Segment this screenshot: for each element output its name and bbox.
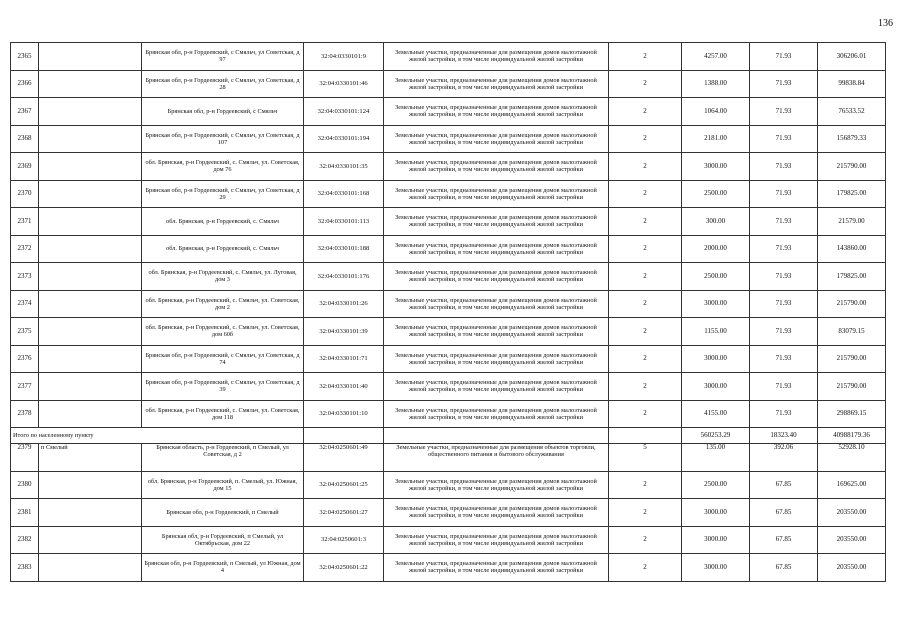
cadastral-number-cell: 32:04:0330101:10 xyxy=(304,400,384,428)
table-row xyxy=(11,235,886,263)
group-code-cell: 2 xyxy=(609,43,682,71)
cadastral-value-cell: 203550.00 xyxy=(818,499,886,527)
group-code-cell: 2 xyxy=(609,471,682,499)
area-cell: 3000.00 xyxy=(682,554,750,582)
area-cell: 1388.00 xyxy=(682,70,750,98)
cadastral-value-cell: 203550.00 xyxy=(818,526,886,554)
cadastral-number-cell: 32:04:0250601:25 xyxy=(304,471,384,499)
table-row xyxy=(11,400,886,428)
land-use-cell: Земельные участки, предназначенные для размещения домов малоэтажной жилой застройки, в том числе индивидуальной жилой застройки xyxy=(384,345,609,373)
land-use-cell: Земельные участки, предназначенные для размещения домов малоэтажной жилой застройки, в том числе индивидуальной жилой застройки xyxy=(384,526,609,554)
cadastral-value-cell: 215790.00 xyxy=(818,153,886,181)
rate-cell: 71.93 xyxy=(750,208,818,236)
area-cell: 4155.00 xyxy=(682,400,750,428)
cadastral-value-cell: 156879.33 xyxy=(818,125,886,153)
rate-cell: 71.93 xyxy=(750,180,818,208)
row-number: 2380 xyxy=(11,471,39,499)
area-cell: 2500.00 xyxy=(682,180,750,208)
rate-cell: 71.93 xyxy=(750,345,818,373)
address-cell: обл. Брянская, р-н Гордеевский, с. Смяльч xyxy=(142,208,304,236)
land-use-cell: Земельные участки, предназначенные для размещения домов малоэтажной жилой застройки, в том числе индивидуальной жилой застройки xyxy=(384,153,609,181)
row-number: 2368 xyxy=(11,125,39,153)
cadastral-value-cell: 215790.00 xyxy=(818,373,886,401)
area-cell: 2500.00 xyxy=(682,263,750,291)
row-number: 2369 xyxy=(11,153,39,181)
address-cell: Брянская обл, р-н Гордеевский, п Смелый, ул Южная, дом 4 xyxy=(142,554,304,582)
address-cell: обл. Брянская, р-н Гордеевский, с. Смяльч, ул. Советская, дом 76 xyxy=(142,153,304,181)
table-row xyxy=(11,125,886,153)
settlement-cell xyxy=(39,499,142,527)
group-code-cell: 2 xyxy=(609,263,682,291)
settlement-cell xyxy=(39,98,142,126)
cadastral-value-cell: 76533.52 xyxy=(818,98,886,126)
subtotal-value: 40988179.36 xyxy=(818,428,886,444)
cadastral-number-cell: 32:04:0330101:113 xyxy=(304,208,384,236)
land-use-cell: Земельные участки, предназначенные для размещения объектов торговли, общественного питания и бытового обслуживания xyxy=(384,444,609,472)
cadastral-number-cell: 32:04:0330101:26 xyxy=(304,290,384,318)
address-cell: Брянская область, р-н Гордеевский, п Смелый, ул Советская, д 2 xyxy=(142,444,304,472)
land-use-cell: Земельные участки, предназначенные для размещения домов малоэтажной жилой застройки, в том числе индивидуальной жилой застройки xyxy=(384,208,609,236)
settlement-cell xyxy=(39,263,142,291)
area-cell: 1064.00 xyxy=(682,98,750,126)
area-cell: 3000.00 xyxy=(682,373,750,401)
rate-cell: 71.93 xyxy=(750,318,818,346)
settlement-cell xyxy=(39,180,142,208)
cadastral-number-cell: 32:04:0250601:22 xyxy=(304,554,384,582)
row-number: 2375 xyxy=(11,318,39,346)
group-code-cell: 2 xyxy=(609,345,682,373)
address-cell: обл. Брянская, р-н Гордеевский, с. Смяльч, ул. Советская, дом 2 xyxy=(142,290,304,318)
table-row xyxy=(11,471,886,499)
settlement-cell xyxy=(39,70,142,98)
table-row xyxy=(11,153,886,181)
cadastral-number-cell: 32:04:0330101:124 xyxy=(304,98,384,126)
rate-cell: 392.06 xyxy=(750,444,818,472)
table-row xyxy=(11,290,886,318)
land-use-cell: Земельные участки, предназначенные для размещения домов малоэтажной жилой застройки, в том числе индивидуальной жилой застройки xyxy=(384,290,609,318)
land-use-cell: Земельные участки, предназначенные для размещения домов малоэтажной жилой застройки, в том числе индивидуальной жилой застройки xyxy=(384,70,609,98)
land-use-cell: Земельные участки, предназначенные для размещения домов малоэтажной жилой застройки, в том числе индивидуальной жилой застройки xyxy=(384,98,609,126)
land-use-cell: Земельные участки, предназначенные для размещения домов малоэтажной жилой застройки, в том числе индивидуальной жилой застройки xyxy=(384,43,609,71)
rate-cell: 71.93 xyxy=(750,263,818,291)
group-code-cell: 2 xyxy=(609,290,682,318)
address-cell: Брянская обл, р-н Гордеевский, п Смелый, ул Октябрьская, дом 22 xyxy=(142,526,304,554)
address-cell: Брянская обл, р-н Гордеевский, с Смяльч, ул Советская, д 107 xyxy=(142,125,304,153)
row-number: 2370 xyxy=(11,180,39,208)
subtotal-area: 560253.29 xyxy=(682,428,750,444)
address-cell: обл. Брянская, р-н Гордеевский, с. Смяльч, ул. Советская, дом 60б xyxy=(142,318,304,346)
land-use-cell: Земельные участки, предназначенные для размещения домов малоэтажной жилой застройки, в том числе индивидуальной жилой застройки xyxy=(384,499,609,527)
cadastral-number-cell: 32:04:0250601:49 xyxy=(304,444,384,472)
address-cell: обл. Брянская, р-н Гордеевский, п. Смелый, ул. Южная, дом 15 xyxy=(142,471,304,499)
row-number: 2371 xyxy=(11,208,39,236)
cadastral-value-cell: 143860.00 xyxy=(818,235,886,263)
land-use-cell: Земельные участки, предназначенные для размещения домов малоэтажной жилой застройки, в том числе индивидуальной жилой застройки xyxy=(384,125,609,153)
rate-cell: 71.93 xyxy=(750,98,818,126)
area-cell: 1155.00 xyxy=(682,318,750,346)
empty-cell xyxy=(609,428,682,444)
cadastral-number-cell: 32:04:0250601:27 xyxy=(304,499,384,527)
group-code-cell: 2 xyxy=(609,526,682,554)
row-number: 2379 xyxy=(11,444,39,472)
settlement-cell xyxy=(39,554,142,582)
subtotal-rate: 18323.40 xyxy=(750,428,818,444)
settlement-cell xyxy=(39,43,142,71)
land-use-cell: Земельные участки, предназначенные для размещения домов малоэтажной жилой застройки, в том числе индивидуальной жилой застройки xyxy=(384,471,609,499)
group-code-cell: 2 xyxy=(609,125,682,153)
table-row xyxy=(11,318,886,346)
cadastral-value-cell: 306206.01 xyxy=(818,43,886,71)
settlement-cell xyxy=(39,208,142,236)
cadastral-value-cell: 169625.00 xyxy=(818,471,886,499)
group-code-cell: 2 xyxy=(609,373,682,401)
table-row xyxy=(11,43,886,71)
row-number: 2367 xyxy=(11,98,39,126)
area-cell: 3000.00 xyxy=(682,153,750,181)
area-cell: 3000.00 xyxy=(682,526,750,554)
group-code-cell: 2 xyxy=(609,235,682,263)
cadastral-number-cell: 32:04:0330101:35 xyxy=(304,153,384,181)
group-code-cell: 2 xyxy=(609,70,682,98)
group-code-cell: 2 xyxy=(609,554,682,582)
row-number: 2381 xyxy=(11,499,39,527)
group-code-cell: 2 xyxy=(609,400,682,428)
cadastral-number-cell: 32:04:0330101:71 xyxy=(304,345,384,373)
cadastral-value-cell: 215790.00 xyxy=(818,345,886,373)
address-cell: обл. Брянская, р-н Гордеевский, с. Смяльч, ул. Советская, дом 118 xyxy=(142,400,304,428)
settlement-cell xyxy=(39,153,142,181)
area-cell: 135.00 xyxy=(682,444,750,472)
rate-cell: 67.85 xyxy=(750,471,818,499)
table-row xyxy=(11,208,886,236)
table-row xyxy=(11,70,886,98)
settlement-cell xyxy=(39,345,142,373)
land-use-cell: Земельные участки, предназначенные для размещения домов малоэтажной жилой застройки, в том числе индивидуальной жилой застройки xyxy=(384,263,609,291)
cadastral-number-cell: 32:04:0330101:9 xyxy=(304,43,384,71)
cadastral-number-cell: 32:04:0330101:176 xyxy=(304,263,384,291)
cadastral-number-cell: 32:04:0330101:40 xyxy=(304,373,384,401)
rate-cell: 71.93 xyxy=(750,70,818,98)
row-number: 2373 xyxy=(11,263,39,291)
subtotal-row xyxy=(11,428,886,444)
land-use-cell: Земельные участки, предназначенные для размещения домов малоэтажной жилой застройки, в том числе индивидуальной жилой застройки xyxy=(384,554,609,582)
page-number: 136 xyxy=(878,18,893,29)
rate-cell: 67.85 xyxy=(750,499,818,527)
settlement-cell xyxy=(39,290,142,318)
table-row xyxy=(11,373,886,401)
rate-cell: 67.85 xyxy=(750,554,818,582)
group-code-cell: 5 xyxy=(609,444,682,472)
area-cell: 3000.00 xyxy=(682,345,750,373)
subtotal-label: Итого по населенному пункту xyxy=(11,428,304,444)
cadastral-number-cell: 32:04:0330101:168 xyxy=(304,180,384,208)
land-registry-table xyxy=(10,42,886,582)
area-cell: 3000.00 xyxy=(682,290,750,318)
area-cell: 2000.00 xyxy=(682,235,750,263)
address-cell: Брянская обл, р-н Гордеевский, п Смелый xyxy=(142,499,304,527)
area-cell: 2181.00 xyxy=(682,125,750,153)
cadastral-value-cell: 203550.00 xyxy=(818,554,886,582)
area-cell: 2500.00 xyxy=(682,471,750,499)
row-number: 2378 xyxy=(11,400,39,428)
row-number: 2374 xyxy=(11,290,39,318)
table-row xyxy=(11,499,886,527)
rate-cell: 71.93 xyxy=(750,125,818,153)
cadastral-value-cell: 99838.84 xyxy=(818,70,886,98)
settlement-cell xyxy=(39,471,142,499)
row-number: 2382 xyxy=(11,526,39,554)
group-code-cell: 2 xyxy=(609,153,682,181)
land-use-cell: Земельные участки, предназначенные для размещения домов малоэтажной жилой застройки, в том числе индивидуальной жилой застройки xyxy=(384,400,609,428)
cadastral-value-cell: 52928.10 xyxy=(818,444,886,472)
address-cell: Брянская обл, р-н Гордеевский, с Смяльч, ул Советская, д 97 xyxy=(142,43,304,71)
rate-cell: 71.93 xyxy=(750,235,818,263)
land-use-cell: Земельные участки, предназначенные для размещения домов малоэтажной жилой застройки, в том числе индивидуальной жилой застройки xyxy=(384,373,609,401)
table-row xyxy=(11,554,886,582)
table-row xyxy=(11,526,886,554)
row-number: 2372 xyxy=(11,235,39,263)
land-use-cell: Земельные участки, предназначенные для размещения домов малоэтажной жилой застройки, в том числе индивидуальной жилой застройки xyxy=(384,318,609,346)
settlement-cell xyxy=(39,318,142,346)
rate-cell: 71.93 xyxy=(750,153,818,181)
group-code-cell: 2 xyxy=(609,98,682,126)
area-cell: 300.00 xyxy=(682,208,750,236)
cadastral-value-cell: 298869.15 xyxy=(818,400,886,428)
rate-cell: 71.93 xyxy=(750,43,818,71)
cadastral-value-cell: 83079.15 xyxy=(818,318,886,346)
address-cell: Брянская обл, р-н Гордеевский, с Смяльч, ул Советская, д 29 xyxy=(142,180,304,208)
settlement-cell xyxy=(39,526,142,554)
rate-cell: 67.85 xyxy=(750,526,818,554)
group-code-cell: 2 xyxy=(609,318,682,346)
settlement-cell xyxy=(39,400,142,428)
cadastral-number-cell: 32:04:0330101:46 xyxy=(304,70,384,98)
row-number: 2376 xyxy=(11,345,39,373)
cadastral-number-cell: 32:04:0250601:3 xyxy=(304,526,384,554)
cadastral-value-cell: 179825.00 xyxy=(818,263,886,291)
cadastral-value-cell: 21579.00 xyxy=(818,208,886,236)
address-cell: Брянская обл, р-н Гордеевский, с Смяльч, ул Советская, д 74 xyxy=(142,345,304,373)
table-row xyxy=(11,98,886,126)
group-code-cell: 2 xyxy=(609,180,682,208)
settlement-cell xyxy=(39,373,142,401)
cadastral-number-cell: 32:04:0330101:194 xyxy=(304,125,384,153)
rate-cell: 71.93 xyxy=(750,290,818,318)
cadastral-number-cell: 32:04:0330101:188 xyxy=(304,235,384,263)
group-code-cell: 2 xyxy=(609,208,682,236)
area-cell: 3000.00 xyxy=(682,499,750,527)
table-row xyxy=(11,263,886,291)
rate-cell: 71.93 xyxy=(750,373,818,401)
settlement-cell: п Смелый xyxy=(39,444,142,472)
table-row xyxy=(11,180,886,208)
area-cell: 4257.00 xyxy=(682,43,750,71)
row-number: 2366 xyxy=(11,70,39,98)
row-number: 2377 xyxy=(11,373,39,401)
settlement-cell xyxy=(39,235,142,263)
table-row xyxy=(11,345,886,373)
empty-cell xyxy=(304,428,384,444)
row-number: 2365 xyxy=(11,43,39,71)
address-cell: обл. Брянская, р-н Гордеевский, с. Смяльч xyxy=(142,235,304,263)
row-number: 2383 xyxy=(11,554,39,582)
land-use-cell: Земельные участки, предназначенные для размещения домов малоэтажной жилой застройки, в том числе индивидуальной жилой застройки xyxy=(384,180,609,208)
group-code-cell: 2 xyxy=(609,499,682,527)
rate-cell: 71.93 xyxy=(750,400,818,428)
cadastral-value-cell: 215790.00 xyxy=(818,290,886,318)
empty-cell xyxy=(384,428,609,444)
address-cell: Брянская обл, р-н Гордеевский, с Смяльч xyxy=(142,98,304,126)
cadastral-value-cell: 179825.00 xyxy=(818,180,886,208)
address-cell: Брянская обл, р-н Гордеевский, с Смяльч, ул Советская, д 39 xyxy=(142,373,304,401)
settlement-cell xyxy=(39,125,142,153)
address-cell: Брянская обл, р-н Гордеевский, с Смяльч, ул Советская, д 28 xyxy=(142,70,304,98)
cadastral-number-cell: 32:04:0330101:39 xyxy=(304,318,384,346)
table-row xyxy=(11,444,886,472)
address-cell: обл. Брянская, р-н Гордеевский, с. Смяльч, ул. Луговая, дом 3 xyxy=(142,263,304,291)
land-use-cell: Земельные участки, предназначенные для размещения домов малоэтажной жилой застройки, в том числе индивидуальной жилой застройки xyxy=(384,235,609,263)
table-body xyxy=(11,43,886,582)
